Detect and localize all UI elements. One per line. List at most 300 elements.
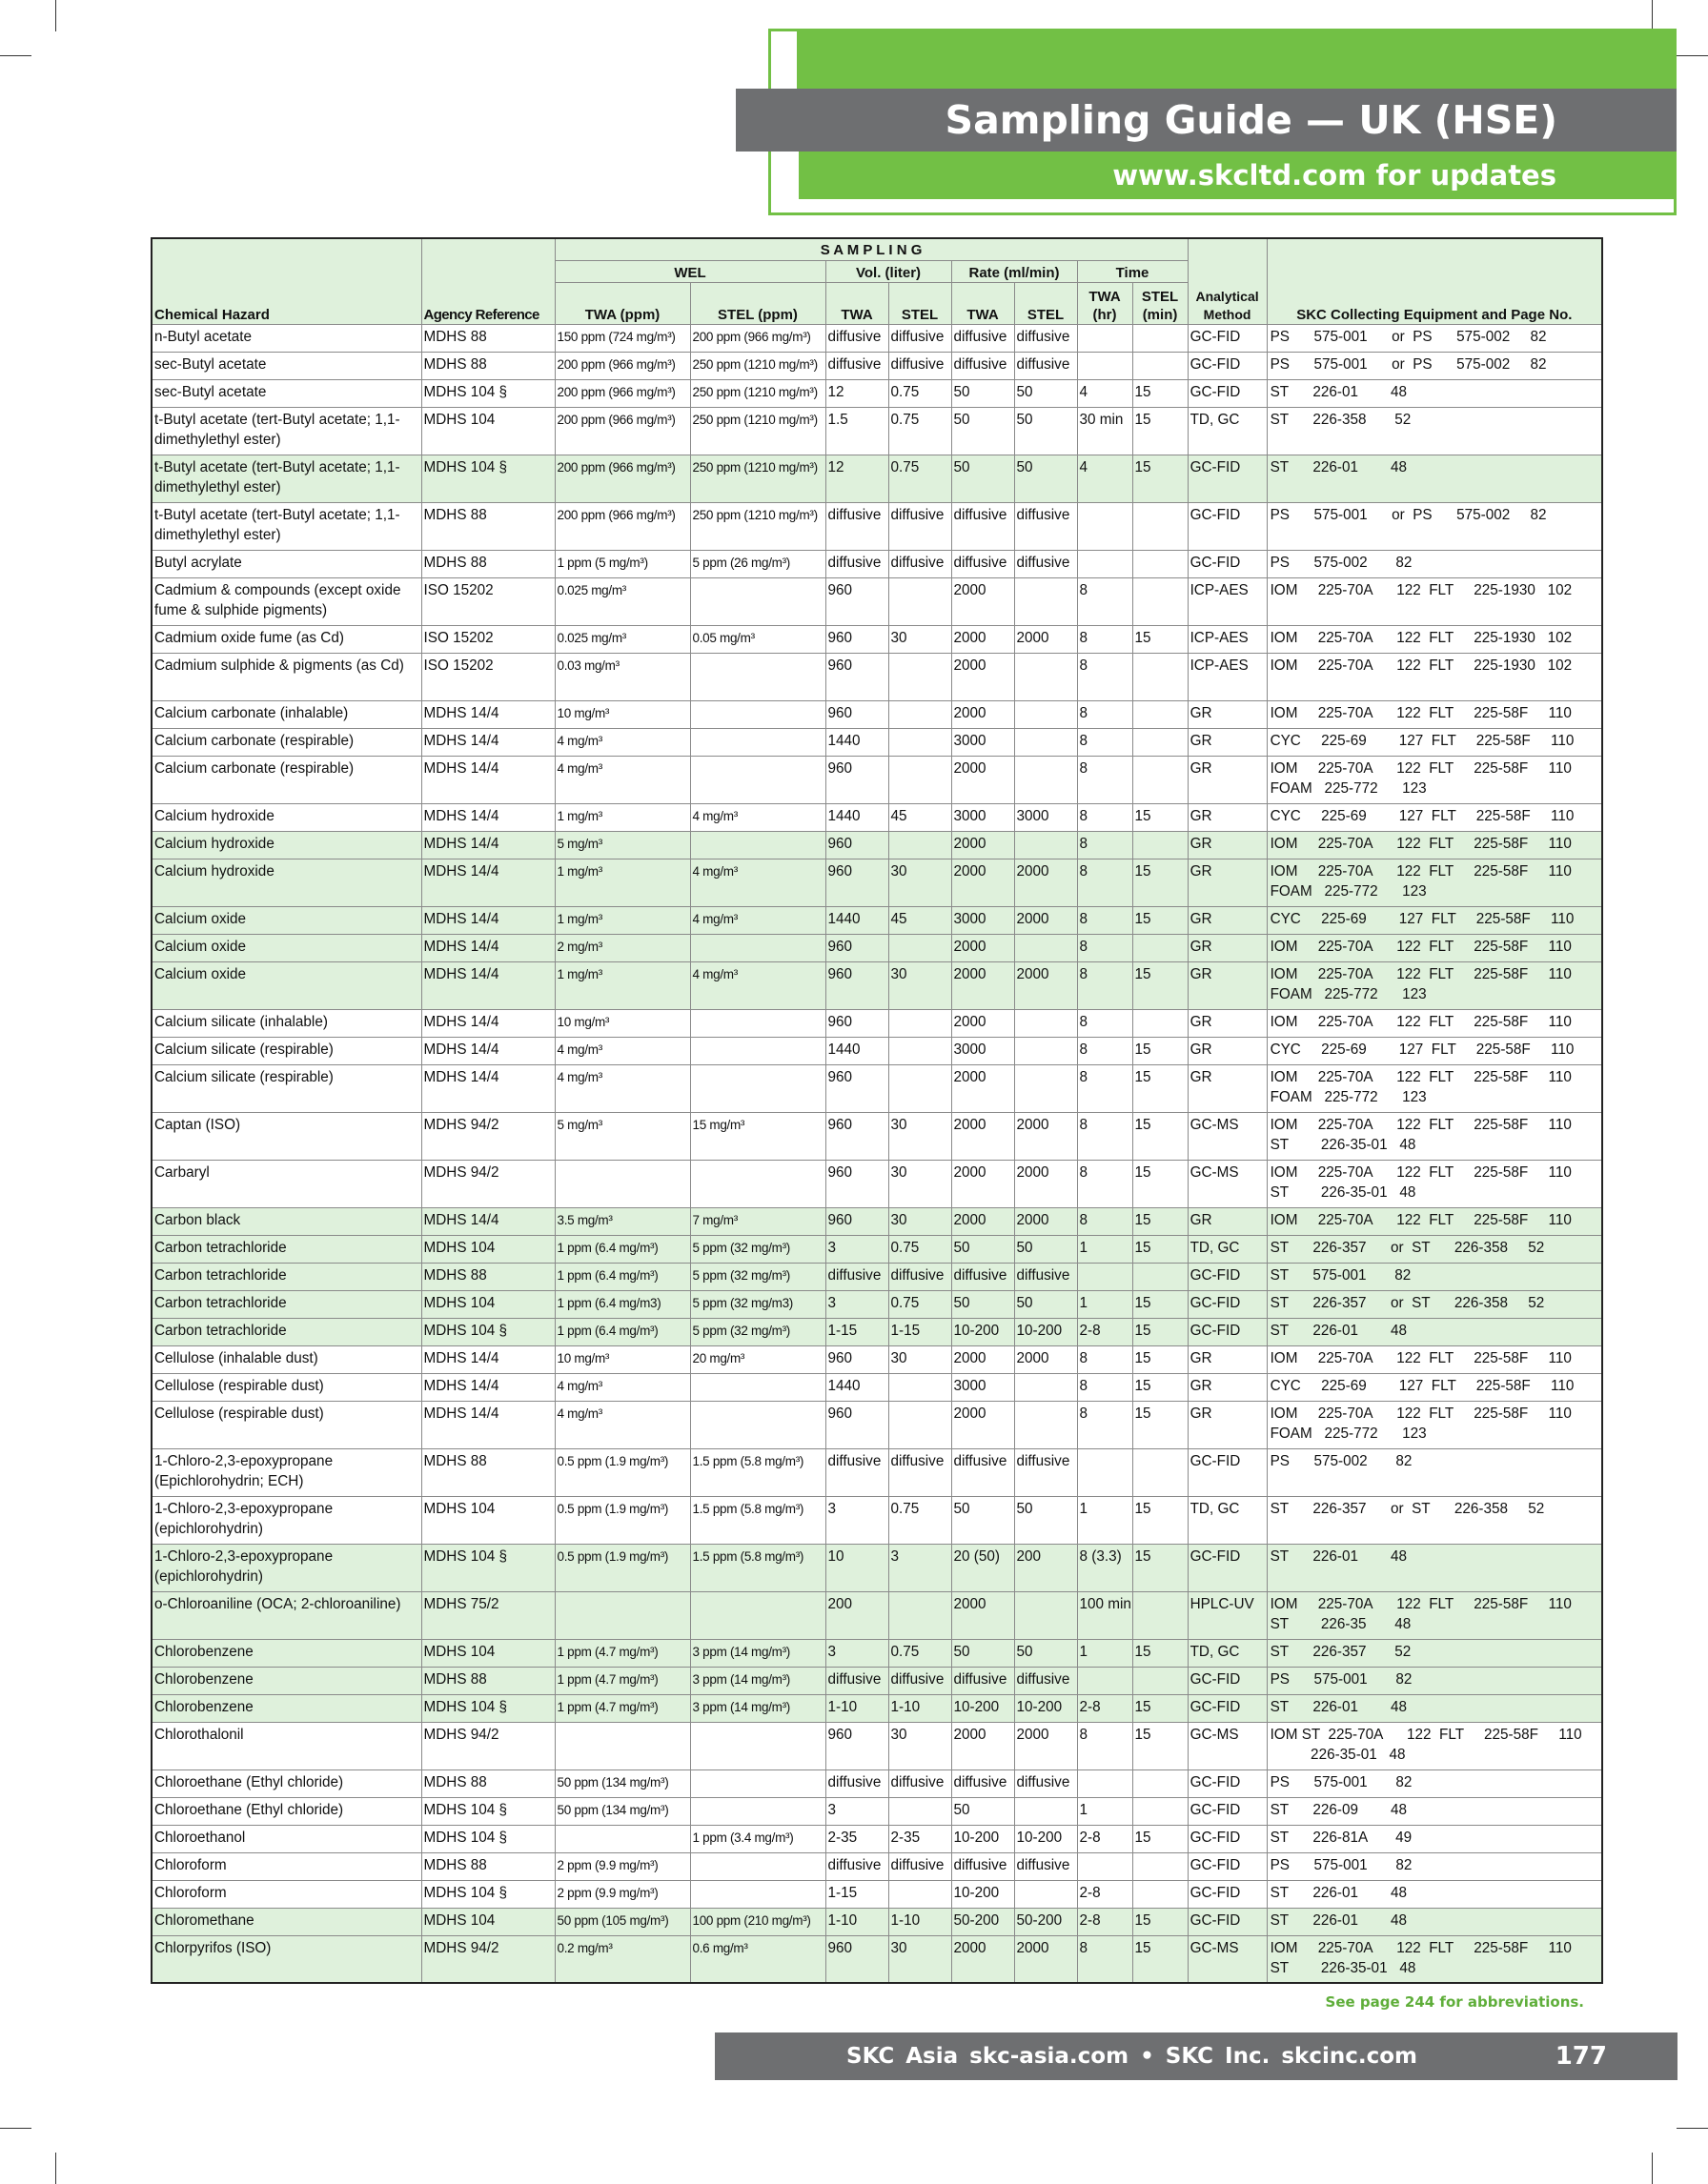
cell-vol-stel <box>888 1591 951 1639</box>
cell-wel-stel <box>690 1591 825 1639</box>
cell-rate-stel <box>1014 756 1077 803</box>
cell-wel-twa: 0.5 ppm (1.9 mg/m³) <box>555 1496 690 1544</box>
cell-time-stel: 15 <box>1132 1694 1188 1722</box>
cell-wel-stel <box>690 756 825 803</box>
cell-agency-reference: MDHS 104 <box>421 1639 555 1667</box>
cell-time-twa: 2-8 <box>1077 1318 1132 1345</box>
cell-time-twa: 8 <box>1077 803 1132 831</box>
cell-time-stel: 15 <box>1132 1639 1188 1667</box>
cell-vol-twa: 960 <box>825 1009 888 1037</box>
cell-analytical-method: GC-FID <box>1188 455 1267 502</box>
cell-chemical-hazard: Carbon tetrachloride <box>152 1318 421 1345</box>
equipment-line: IOM 225-70A 122 FLT 225-58F 110 <box>1270 1068 1572 1085</box>
equipment-line: FOAM 225-772 123 <box>1270 1088 1427 1105</box>
cell-chemical-hazard: Calcium carbonate (inhalable) <box>152 700 421 728</box>
cell-vol-twa: diffusive <box>825 324 888 352</box>
cell-agency-reference: MDHS 104 § <box>421 379 555 407</box>
cell-time-stel <box>1132 577 1188 625</box>
cell-wel-twa: 4 mg/m³ <box>555 756 690 803</box>
equipment-line: PS 575-002 82 <box>1270 554 1413 571</box>
cell-rate-twa: diffusive <box>951 352 1014 379</box>
cell-chemical-hazard: Chloroform <box>152 1852 421 1880</box>
cell-chemical-hazard: Chloroform <box>152 1880 421 1908</box>
equipment-line: IOM 225-70A 122 FLT 225-58F 110 <box>1270 1211 1572 1228</box>
cell-chemical-hazard: Calcium silicate (inhalable) <box>152 1009 421 1037</box>
equipment-line: ST 226-357 or ST 226-358 52 <box>1270 1239 1545 1256</box>
cell-wel-twa: 5 mg/m³ <box>555 1112 690 1160</box>
cell-vol-twa: 960 <box>825 1345 888 1373</box>
cell-vol-stel: 0.75 <box>888 455 951 502</box>
cell-rate-twa: 2000 <box>951 1591 1014 1639</box>
col-analytical-method: Analytical Method <box>1188 238 1267 324</box>
cell-time-twa <box>1077 1852 1132 1880</box>
cell-rate-stel: diffusive <box>1014 1667 1077 1694</box>
table-row <box>152 1009 1602 1037</box>
cell-vol-twa: 1-15 <box>825 1318 888 1345</box>
cell-rate-stel <box>1014 1037 1077 1064</box>
cell-agency-reference: MDHS 104 § <box>421 1694 555 1722</box>
cell-chemical-hazard: Carbon tetrachloride <box>152 1290 421 1318</box>
cell-time-stel: 15 <box>1132 1064 1188 1112</box>
cell-equipment <box>1267 1009 1602 1037</box>
cell-rate-stel: diffusive <box>1014 1448 1077 1496</box>
cell-rate-twa: 2000 <box>951 700 1014 728</box>
cell-time-twa: 8 <box>1077 625 1132 653</box>
cell-rate-twa: 50-200 <box>951 1908 1014 1935</box>
equipment-line: ST 226-358 52 <box>1270 411 1412 428</box>
cell-vol-twa: 960 <box>825 577 888 625</box>
cell-equipment <box>1267 700 1602 728</box>
cell-equipment <box>1267 1448 1602 1496</box>
cell-agency-reference: MDHS 104 <box>421 1496 555 1544</box>
cell-equipment <box>1267 352 1602 379</box>
cell-equipment <box>1267 407 1602 455</box>
col-time-twa: TWA (hr) <box>1077 282 1132 324</box>
cell-rate-stel: diffusive <box>1014 1852 1077 1880</box>
cell-chemical-hazard: Calcium carbonate (respirable) <box>152 756 421 803</box>
table-row <box>152 1591 1602 1639</box>
crop-mark <box>1652 0 1653 31</box>
cell-time-twa <box>1077 1263 1132 1290</box>
cell-time-twa: 1 <box>1077 1797 1132 1825</box>
cell-chemical-hazard: Calcium hydroxide <box>152 859 421 906</box>
cell-equipment <box>1267 653 1602 700</box>
footer-bar <box>715 2032 1678 2080</box>
cell-rate-stel <box>1014 1373 1077 1401</box>
cell-equipment <box>1267 1290 1602 1318</box>
cell-wel-stel: 15 mg/m³ <box>690 1112 825 1160</box>
cell-chemical-hazard: Calcium oxide <box>152 934 421 961</box>
cell-rate-twa: 10-200 <box>951 1694 1014 1722</box>
equipment-line: ST 226-81A 49 <box>1270 1829 1413 1846</box>
cell-rate-twa: diffusive <box>951 1667 1014 1694</box>
cell-wel-twa: 10 mg/m³ <box>555 1009 690 1037</box>
equipment-line: ST 226-01 48 <box>1270 1698 1407 1715</box>
cell-analytical-method: TD, GC <box>1188 1639 1267 1667</box>
cell-equipment <box>1267 1235 1602 1263</box>
cell-rate-stel: 10-200 <box>1014 1825 1077 1852</box>
cell-equipment <box>1267 1064 1602 1112</box>
cell-rate-stel <box>1014 1401 1077 1448</box>
cell-rate-twa: 2000 <box>951 961 1014 1009</box>
cell-rate-stel: diffusive <box>1014 550 1077 577</box>
cell-chemical-hazard: Chlorothalonil <box>152 1722 421 1769</box>
cell-analytical-method: GR <box>1188 961 1267 1009</box>
cell-rate-twa: 2000 <box>951 1009 1014 1037</box>
cell-agency-reference: MDHS 104 § <box>421 1880 555 1908</box>
cell-analytical-method: GC-FID <box>1188 1880 1267 1908</box>
cell-wel-twa: 1 ppm (6.4 mg/m³) <box>555 1263 690 1290</box>
cell-chemical-hazard: Calcium oxide <box>152 961 421 1009</box>
cell-rate-stel: 50 <box>1014 455 1077 502</box>
cell-vol-stel: 0.75 <box>888 379 951 407</box>
col-agency-reference: Agency Reference <box>421 238 555 324</box>
cell-vol-stel: 45 <box>888 803 951 831</box>
equipment-line: ST 226-01 48 <box>1270 1322 1407 1339</box>
cell-time-twa: 8 <box>1077 577 1132 625</box>
cell-chemical-hazard: Chlorobenzene <box>152 1667 421 1694</box>
cell-rate-stel: 50 <box>1014 1290 1077 1318</box>
cell-rate-twa: 50 <box>951 455 1014 502</box>
cell-equipment <box>1267 1544 1602 1591</box>
cell-equipment <box>1267 961 1602 1009</box>
cell-wel-stel: 250 ppm (1210 mg/m³) <box>690 352 825 379</box>
equipment-line: ST 226-357 52 <box>1270 1643 1412 1660</box>
crop-mark <box>1652 2153 1653 2184</box>
cell-vol-stel: 0.75 <box>888 1290 951 1318</box>
cell-time-stel <box>1132 1667 1188 1694</box>
cell-wel-stel: 3 ppm (14 mg/m³) <box>690 1639 825 1667</box>
equipment-line: ST 226-01 48 <box>1270 1547 1407 1565</box>
cell-time-stel: 15 <box>1132 961 1188 1009</box>
cell-vol-twa: 960 <box>825 1112 888 1160</box>
cell-wel-stel <box>690 1009 825 1037</box>
cell-wel-stel: 3 ppm (14 mg/m³) <box>690 1694 825 1722</box>
cell-wel-stel: 7 mg/m³ <box>690 1207 825 1235</box>
equipment-line: ST 226-01 48 <box>1270 383 1407 400</box>
equipment-line: ST 226-357 or ST 226-358 52 <box>1270 1294 1545 1311</box>
cell-wel-twa: 1 ppm (4.7 mg/m³) <box>555 1667 690 1694</box>
table-row <box>152 1112 1602 1160</box>
cell-agency-reference: MDHS 88 <box>421 1769 555 1797</box>
cell-agency-reference: MDHS 14/4 <box>421 859 555 906</box>
equipment-line: IOM 225-70A 122 FLT 225-58F 110 <box>1270 1163 1572 1181</box>
cell-chemical-hazard: Calcium hydroxide <box>152 831 421 859</box>
table-row <box>152 1160 1602 1207</box>
sampling-table <box>151 237 1603 1984</box>
cell-analytical-method: GR <box>1188 831 1267 859</box>
cell-vol-stel: 2-35 <box>888 1825 951 1852</box>
cell-rate-stel: diffusive <box>1014 324 1077 352</box>
cell-analytical-method: GR <box>1188 1037 1267 1064</box>
table-row <box>152 1825 1602 1852</box>
cell-time-twa: 1 <box>1077 1290 1132 1318</box>
equipment-line: ST 226-35 48 <box>1270 1615 1412 1632</box>
wel-header: WEL <box>555 260 825 282</box>
table-row <box>152 379 1602 407</box>
cell-vol-twa: diffusive <box>825 1852 888 1880</box>
cell-analytical-method: GC-FID <box>1188 324 1267 352</box>
table-row <box>152 756 1602 803</box>
cell-vol-stel: 0.75 <box>888 1496 951 1544</box>
cell-vol-twa: diffusive <box>825 550 888 577</box>
equipment-line: PS 575-001 or PS 575-002 82 <box>1270 328 1547 345</box>
equipment-line: PS 575-001 82 <box>1270 1856 1413 1873</box>
cell-vol-twa: 1440 <box>825 728 888 756</box>
equipment-line: PS 575-001 82 <box>1270 1773 1413 1790</box>
cell-wel-stel: 20 mg/m³ <box>690 1345 825 1373</box>
cell-wel-twa <box>555 1591 690 1639</box>
cell-chemical-hazard: Calcium oxide <box>152 906 421 934</box>
table-row <box>152 352 1602 379</box>
cell-rate-stel <box>1014 1880 1077 1908</box>
cell-wel-twa <box>555 1160 690 1207</box>
cell-agency-reference: MDHS 104 <box>421 407 555 455</box>
cell-analytical-method: HPLC-UV <box>1188 1591 1267 1639</box>
cell-time-twa: 1 <box>1077 1235 1132 1263</box>
cell-time-twa: 8 <box>1077 1064 1132 1112</box>
equipment-line: CYC 225-69 127 FLT 225-58F 110 <box>1270 910 1575 927</box>
cell-wel-twa: 0.025 mg/m³ <box>555 577 690 625</box>
cell-wel-twa: 0.025 mg/m³ <box>555 625 690 653</box>
cell-analytical-method: GC-MS <box>1188 1160 1267 1207</box>
cell-wel-twa: 1 mg/m³ <box>555 803 690 831</box>
cell-vol-twa: 3 <box>825 1290 888 1318</box>
cell-wel-stel <box>690 577 825 625</box>
equipment-line: IOM 225-70A 122 FLT 225-1930 102 <box>1270 629 1573 646</box>
cell-time-twa <box>1077 1769 1132 1797</box>
table-row <box>152 1064 1602 1112</box>
cell-agency-reference: ISO 15202 <box>421 653 555 700</box>
cell-analytical-method: GC-MS <box>1188 1112 1267 1160</box>
table-row <box>152 1318 1602 1345</box>
table-row <box>152 1496 1602 1544</box>
table-row <box>152 1852 1602 1880</box>
cell-analytical-method: GR <box>1188 1373 1267 1401</box>
equipment-line: IOM 225-70A 122 FLT 225-58F 110 <box>1270 1405 1572 1422</box>
cell-vol-twa: 1-10 <box>825 1908 888 1935</box>
cell-time-twa: 8 <box>1077 1935 1132 1983</box>
cell-equipment <box>1267 1880 1602 1908</box>
cell-time-stel <box>1132 324 1188 352</box>
cell-rate-stel: 2000 <box>1014 625 1077 653</box>
cell-chemical-hazard: Cellulose (respirable dust) <box>152 1401 421 1448</box>
cell-analytical-method: GC-MS <box>1188 1935 1267 1983</box>
cell-rate-stel: 2000 <box>1014 1207 1077 1235</box>
cell-rate-stel: diffusive <box>1014 1769 1077 1797</box>
cell-analytical-method: GR <box>1188 1345 1267 1373</box>
cell-vol-twa: diffusive <box>825 1448 888 1496</box>
cell-rate-twa: 2000 <box>951 1064 1014 1112</box>
cell-wel-twa: 5 mg/m³ <box>555 831 690 859</box>
cell-wel-twa: 0.2 mg/m³ <box>555 1935 690 1983</box>
cell-wel-stel <box>690 1401 825 1448</box>
cell-equipment <box>1267 577 1602 625</box>
cell-vol-stel: 30 <box>888 1160 951 1207</box>
cell-vol-stel: diffusive <box>888 1667 951 1694</box>
cell-time-twa: 8 <box>1077 1009 1132 1037</box>
cell-equipment <box>1267 625 1602 653</box>
cell-equipment <box>1267 1496 1602 1544</box>
cell-vol-twa: 3 <box>825 1496 888 1544</box>
table-row <box>152 859 1602 906</box>
cell-analytical-method: GC-FID <box>1188 1694 1267 1722</box>
cell-analytical-method: GR <box>1188 756 1267 803</box>
cell-vol-twa: 1.5 <box>825 407 888 455</box>
cell-chemical-hazard: Carbon tetrachloride <box>152 1263 421 1290</box>
vol-header: Vol. (liter) <box>825 260 951 282</box>
cell-agency-reference: MDHS 14/4 <box>421 1037 555 1064</box>
cell-chemical-hazard: Cadmium sulphide & pigments (as Cd) <box>152 653 421 700</box>
cell-wel-stel: 250 ppm (1210 mg/m³) <box>690 455 825 502</box>
cell-time-stel: 15 <box>1132 1037 1188 1064</box>
cell-rate-stel: diffusive <box>1014 502 1077 550</box>
cell-time-twa: 8 <box>1077 934 1132 961</box>
cell-time-twa: 1 <box>1077 1639 1132 1667</box>
cell-analytical-method: GC-FID <box>1188 1908 1267 1935</box>
abbreviations-note: See page 244 for abbreviations. <box>1325 1993 1584 2011</box>
cell-chemical-hazard: 1-Chloro-2,3-epoxypropane (epichlorohydrin) <box>152 1496 421 1544</box>
cell-time-stel: 15 <box>1132 625 1188 653</box>
cell-wel-stel: 4 mg/m³ <box>690 906 825 934</box>
cell-time-twa <box>1077 352 1132 379</box>
rate-header: Rate (ml/min) <box>951 260 1077 282</box>
cell-wel-twa: 1 ppm (5 mg/m³) <box>555 550 690 577</box>
equipment-line: 226-35-01 48 <box>1270 1746 1406 1763</box>
cell-rate-twa: diffusive <box>951 502 1014 550</box>
cell-time-stel: 15 <box>1132 1825 1188 1852</box>
table-row <box>152 502 1602 550</box>
table-row <box>152 803 1602 831</box>
cell-rate-stel: 3000 <box>1014 803 1077 831</box>
cell-wel-twa: 2 ppm (9.9 mg/m³) <box>555 1880 690 1908</box>
cell-vol-twa: 960 <box>825 756 888 803</box>
cell-time-stel: 15 <box>1132 1235 1188 1263</box>
equipment-line: ST 226-01 48 <box>1270 1884 1407 1901</box>
cell-wel-twa: 2 ppm (9.9 mg/m³) <box>555 1852 690 1880</box>
cell-time-twa: 8 <box>1077 1401 1132 1448</box>
page-title: Sampling Guide — UK (HSE) <box>945 97 1557 143</box>
cell-rate-twa: 2000 <box>951 859 1014 906</box>
cell-chemical-hazard: Chlorpyrifos (ISO) <box>152 1935 421 1983</box>
cell-wel-twa: 10 mg/m³ <box>555 700 690 728</box>
cell-wel-twa: 200 ppm (966 mg/m³) <box>555 407 690 455</box>
cell-agency-reference: MDHS 104 <box>421 1235 555 1263</box>
cell-agency-reference: MDHS 14/4 <box>421 1401 555 1448</box>
footer-links: SKC Asia skc-asia.com • SKC Inc. skcinc.com <box>846 2044 1417 2069</box>
cell-vol-twa: 2-35 <box>825 1825 888 1852</box>
cell-wel-stel: 0.6 mg/m³ <box>690 1935 825 1983</box>
cell-vol-twa: 1-10 <box>825 1694 888 1722</box>
cell-chemical-hazard: Calcium hydroxide <box>152 803 421 831</box>
cell-time-twa: 8 <box>1077 756 1132 803</box>
cell-vol-twa: 960 <box>825 1722 888 1769</box>
cell-agency-reference: MDHS 88 <box>421 1448 555 1496</box>
cell-equipment <box>1267 1769 1602 1797</box>
cell-wel-twa: 200 ppm (966 mg/m³) <box>555 352 690 379</box>
cell-chemical-hazard: Captan (ISO) <box>152 1112 421 1160</box>
col-equipment: SKC Collecting Equipment and Page No. <box>1267 238 1602 324</box>
table-row <box>152 1880 1602 1908</box>
cell-wel-twa: 3.5 mg/m³ <box>555 1207 690 1235</box>
cell-wel-stel <box>690 1880 825 1908</box>
cell-vol-twa: 960 <box>825 700 888 728</box>
cell-agency-reference: MDHS 94/2 <box>421 1112 555 1160</box>
cell-time-twa: 8 <box>1077 1207 1132 1235</box>
cell-agency-reference: MDHS 14/4 <box>421 934 555 961</box>
equipment-line: IOM 225-70A 122 FLT 225-58F 110 <box>1270 1013 1572 1030</box>
table-row <box>152 934 1602 961</box>
cell-equipment <box>1267 1345 1602 1373</box>
cell-rate-twa: 20 (50) <box>951 1544 1014 1591</box>
cell-vol-stel <box>888 1009 951 1037</box>
cell-equipment <box>1267 756 1602 803</box>
cell-equipment <box>1267 1207 1602 1235</box>
cell-wel-twa: 150 ppm (724 mg/m³) <box>555 324 690 352</box>
cell-rate-stel <box>1014 1591 1077 1639</box>
cell-vol-twa: 960 <box>825 625 888 653</box>
cell-analytical-method: GC-FID <box>1188 1852 1267 1880</box>
cell-wel-stel: 4 mg/m³ <box>690 859 825 906</box>
cell-rate-twa: 2000 <box>951 1207 1014 1235</box>
cell-rate-stel: 50-200 <box>1014 1908 1077 1935</box>
update-url: www.skcltd.com for updates <box>1112 159 1556 192</box>
cell-wel-twa: 10 mg/m³ <box>555 1345 690 1373</box>
cell-equipment <box>1267 831 1602 859</box>
cell-time-twa: 4 <box>1077 379 1132 407</box>
cell-equipment <box>1267 1694 1602 1722</box>
cell-time-stel: 15 <box>1132 1401 1188 1448</box>
cell-time-twa: 8 <box>1077 728 1132 756</box>
cell-vol-stel: 30 <box>888 1112 951 1160</box>
cell-time-stel <box>1132 502 1188 550</box>
cell-rate-stel: 2000 <box>1014 1345 1077 1373</box>
cell-chemical-hazard: Calcium carbonate (respirable) <box>152 728 421 756</box>
cell-wel-twa: 1 mg/m³ <box>555 961 690 1009</box>
cell-equipment <box>1267 502 1602 550</box>
cell-wel-twa: 0.5 ppm (1.9 mg/m³) <box>555 1544 690 1591</box>
col-time-stel: STEL (min) <box>1132 282 1188 324</box>
cell-vol-twa: 3 <box>825 1639 888 1667</box>
cell-vol-twa: diffusive <box>825 352 888 379</box>
cell-chemical-hazard: 1-Chloro-2,3-epoxypropane (epichlorohydrin) <box>152 1544 421 1591</box>
cell-analytical-method: GC-FID <box>1188 1769 1267 1797</box>
cell-rate-twa: 2000 <box>951 1722 1014 1769</box>
cell-analytical-method: GR <box>1188 1064 1267 1112</box>
cell-wel-twa: 4 mg/m³ <box>555 1373 690 1401</box>
table-row <box>152 407 1602 455</box>
cell-rate-twa: diffusive <box>951 1448 1014 1496</box>
table-row <box>152 1544 1602 1591</box>
cell-time-twa: 8 <box>1077 906 1132 934</box>
cell-wel-stel: 250 ppm (1210 mg/m³) <box>690 379 825 407</box>
cell-time-twa <box>1077 324 1132 352</box>
cell-time-twa: 8 <box>1077 831 1132 859</box>
cell-wel-twa: 50 ppm (134 mg/m³) <box>555 1797 690 1825</box>
table-row <box>152 1694 1602 1722</box>
cell-rate-twa: 2000 <box>951 653 1014 700</box>
cell-rate-twa: 2000 <box>951 756 1014 803</box>
cell-time-stel: 15 <box>1132 1290 1188 1318</box>
cell-time-stel: 15 <box>1132 1496 1188 1544</box>
cell-vol-stel: 30 <box>888 625 951 653</box>
cell-agency-reference: MDHS 88 <box>421 1667 555 1694</box>
cell-chemical-hazard: Butyl acrylate <box>152 550 421 577</box>
cell-rate-twa: 2000 <box>951 1345 1014 1373</box>
cell-rate-twa: 50 <box>951 407 1014 455</box>
cell-vol-stel: 30 <box>888 1207 951 1235</box>
cell-time-stel: 15 <box>1132 379 1188 407</box>
